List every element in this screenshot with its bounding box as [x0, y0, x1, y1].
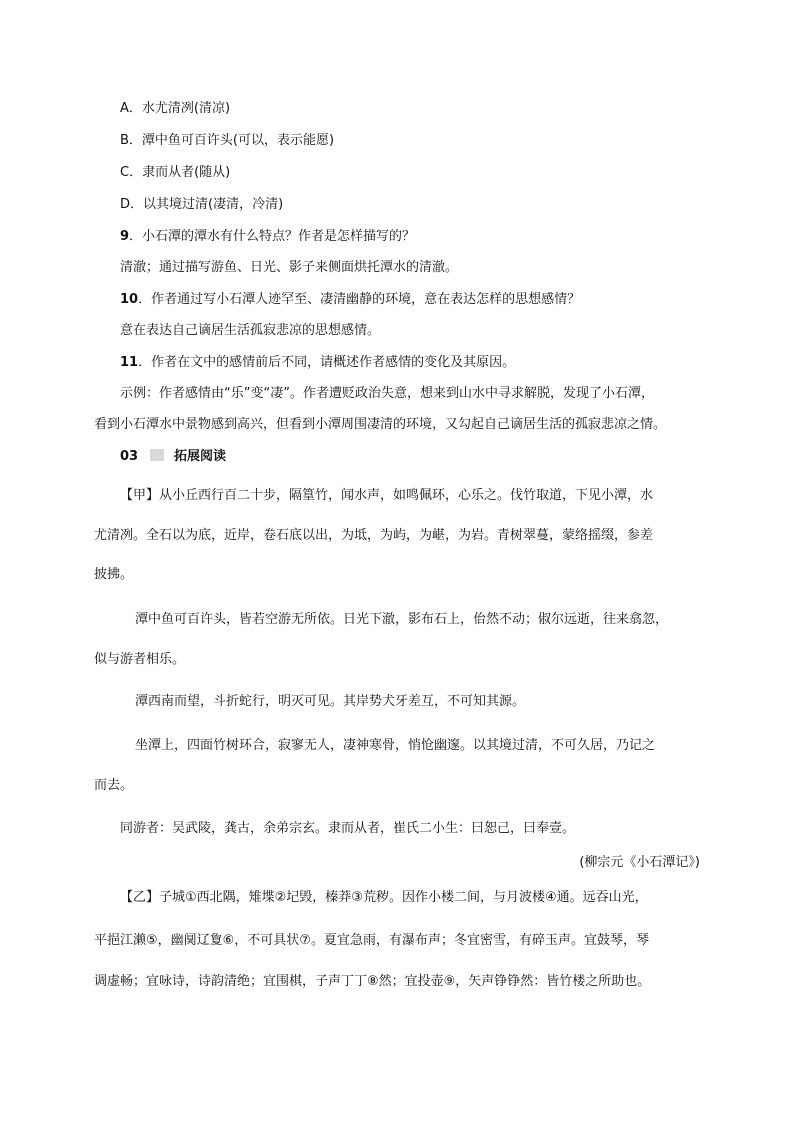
- section-title: 拓展阅读: [174, 449, 227, 464]
- jia-p2-line-2: 似与游者相乐。: [94, 652, 186, 667]
- jia-source: (柳宗元《小石潭记》): [579, 855, 700, 870]
- question-9: [120, 228, 415, 246]
- yi-line-2: 平挹江濑⑤，幽阒辽夐⑥，不可具状⑦。夏宜急雨，有瀑布声；冬宜密雪，有碎玉声。宜鼓琴，琴: [94, 933, 649, 948]
- jia-p1-line-1: 【甲】从小丘西行百二十步，隔篁竹，闻水声，如鸣佩环，心乐之。伐竹取道，下见小潭，水: [120, 488, 654, 503]
- jia-p4-line-1: 坐潭上，四面竹树环合，寂寥无人，凄神寒骨，悄怆幽邃。以其境过清，不可久居，乃记之: [135, 738, 656, 753]
- jia-p1-line-2: 尤清冽。全石以为底，近岸，卷石底以出，为坻，为屿，为嵁，为岩。青树翠蔓，蒙络摇缀，参差: [94, 528, 654, 543]
- answer-10: 意在表达自己谪居生活孤寂悲凉的思想感情。: [120, 323, 381, 338]
- question-10: [120, 291, 580, 309]
- jia-p4-line-2: 而去。: [94, 778, 134, 793]
- option-b: B．潭中鱼可百许头(可以，表示能愿): [120, 133, 335, 148]
- jia-p1-line-3: 披拂。: [94, 567, 134, 582]
- question-9-number: 9: [120, 229, 130, 244]
- jia-p3: 潭西南而望，斗折蛇行，明灭可见。其岸势犬牙差互，不可知其源。: [135, 694, 526, 709]
- option-c: C．隶而从者(随从): [120, 165, 231, 180]
- jia-p2-line-1: 潭中鱼可百许头，皆若空游无所依。日光下澈，影布石上，佁然不动；俶尔远逝，往来翕忽，: [135, 612, 669, 627]
- yi-line-1: 【乙】子城①西北隅，雉堞②圮毁，榛莽③荒秽。因作小楼二间，与月波楼④通。远吞山光，: [120, 890, 648, 905]
- jia-p5: 同游者：吴武陵，龚古，余弟宗玄。隶而从者，崔氏二小生：曰恕己，曰奉壹。: [120, 821, 576, 836]
- section-number: 03: [120, 449, 139, 464]
- section-marker: [150, 449, 164, 461]
- question-10-text: ．作者通过写小石潭人迹罕至、凄清幽静的环境，意在表达怎样的思想感情？: [138, 292, 581, 307]
- question-10-number: 10: [120, 292, 139, 307]
- section-heading: [120, 445, 226, 464]
- option-d: D．以其境过清(凄清，冷清): [120, 197, 284, 212]
- yi-line-3: 调虚畅；宜咏诗，诗韵清绝；宜围棋，子声丁丁⑧然；宜投壶⑨，矢声铮铮然：皆竹楼之所助也。: [94, 974, 651, 989]
- answer-11-line-2: 看到小石潭水中景物感到高兴，但看到小潭周围凄清的环境，又勾起自己谪居生活的孤寂悲凉之情。: [94, 417, 667, 432]
- question-11-number: 11: [120, 355, 139, 370]
- answer-11-line-1: 示例：作者感情由“乐”变“凄”。作者遭贬政治失意，想来到山水中寻求解脱，发现了小石潭，: [120, 386, 654, 401]
- question-11: [120, 354, 515, 372]
- answer-9: 清澈；通过描写游鱼、日光、影子来侧面烘托潭水的清澈。: [120, 260, 459, 275]
- question-11-text: ．作者在文中的感情前后不同，请概述作者感情的变化及其原因。: [138, 355, 516, 370]
- question-9-text: ．小石潭的潭水有什么特点？作者是怎样描写的？: [129, 229, 416, 244]
- option-a: A．水尤清冽(清凉): [120, 101, 231, 116]
